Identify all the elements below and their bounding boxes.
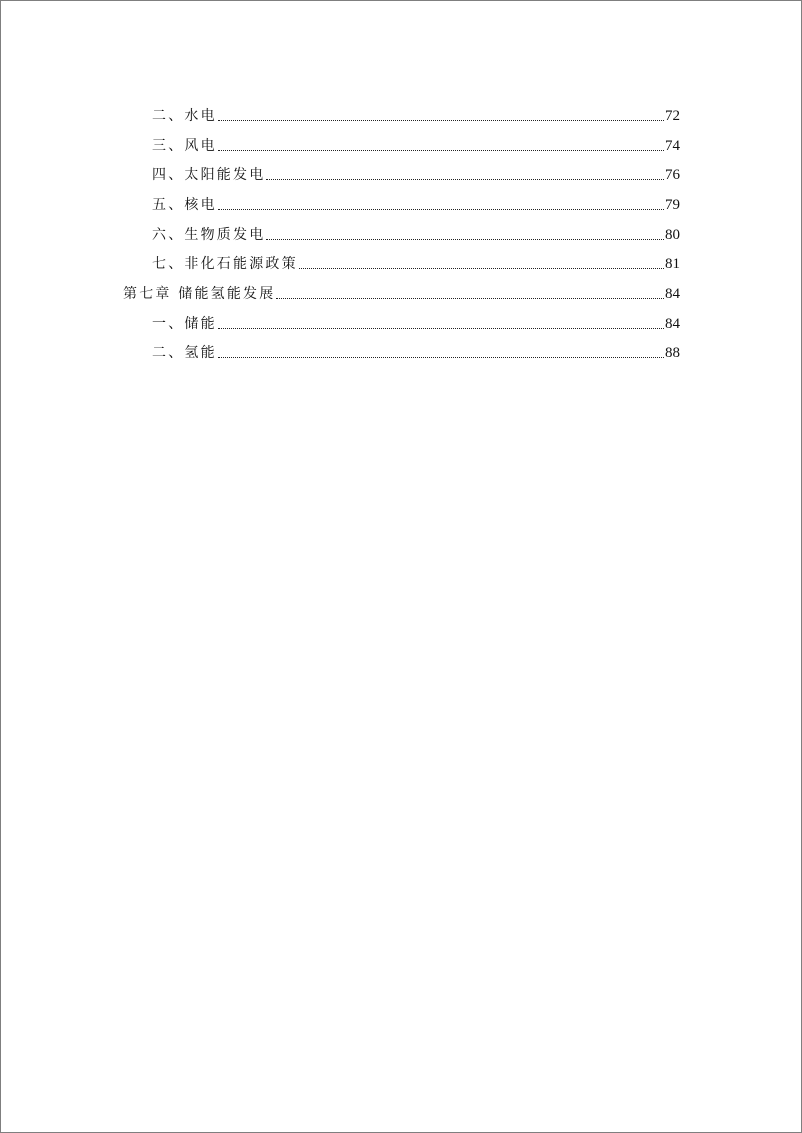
toc-dot-leader (218, 149, 664, 151)
toc-entry-non-fossil-policy[interactable] (1, 244, 680, 274)
toc-dot-leader (218, 356, 664, 358)
toc-page-number: 72 (665, 108, 680, 124)
toc-page-number: 88 (665, 345, 680, 361)
toc-dot-leader (266, 238, 664, 240)
toc-dot-leader (299, 267, 664, 269)
toc-entry-nuclear-power[interactable] (1, 185, 680, 215)
toc-entry-label: 五、核电 (152, 197, 217, 213)
toc-entry-label: 第七章 储能氢能发展 (123, 286, 276, 302)
toc-entry-biomass-power[interactable] (1, 215, 680, 245)
toc-page-number: 80 (665, 227, 680, 243)
toc-entry-label: 六、生物质发电 (152, 227, 266, 243)
toc-page-number: 84 (665, 286, 680, 302)
toc-dot-leader (218, 327, 664, 329)
toc-entry-label: 三、风电 (152, 138, 217, 154)
toc-entry-label: 一、储能 (152, 316, 217, 332)
toc-dot-leader (276, 297, 664, 299)
toc-entry-wind-power[interactable] (1, 126, 680, 156)
toc-entry-hydropower[interactable] (1, 96, 680, 126)
toc-entry-solar-power[interactable] (1, 155, 680, 185)
toc-entry-energy-storage[interactable] (1, 304, 680, 334)
toc-entry-label: 二、氢能 (152, 345, 217, 361)
toc-dot-leader (218, 208, 664, 210)
toc-dot-leader (266, 178, 664, 180)
toc-entry-label: 二、水电 (152, 108, 217, 124)
toc-entry-label: 七、非化石能源政策 (152, 256, 298, 272)
toc-page-number: 84 (665, 316, 680, 332)
toc-entry-hydrogen-energy[interactable] (1, 333, 680, 363)
toc-page-number: 76 (665, 167, 680, 183)
toc-page-number: 79 (665, 197, 680, 213)
toc-entry-chapter-7[interactable] (1, 274, 680, 304)
toc-dot-leader (218, 119, 664, 121)
toc-entry-label: 四、太阳能发电 (152, 167, 266, 183)
toc-page-number: 74 (665, 138, 680, 154)
toc-page-number: 81 (665, 256, 680, 272)
